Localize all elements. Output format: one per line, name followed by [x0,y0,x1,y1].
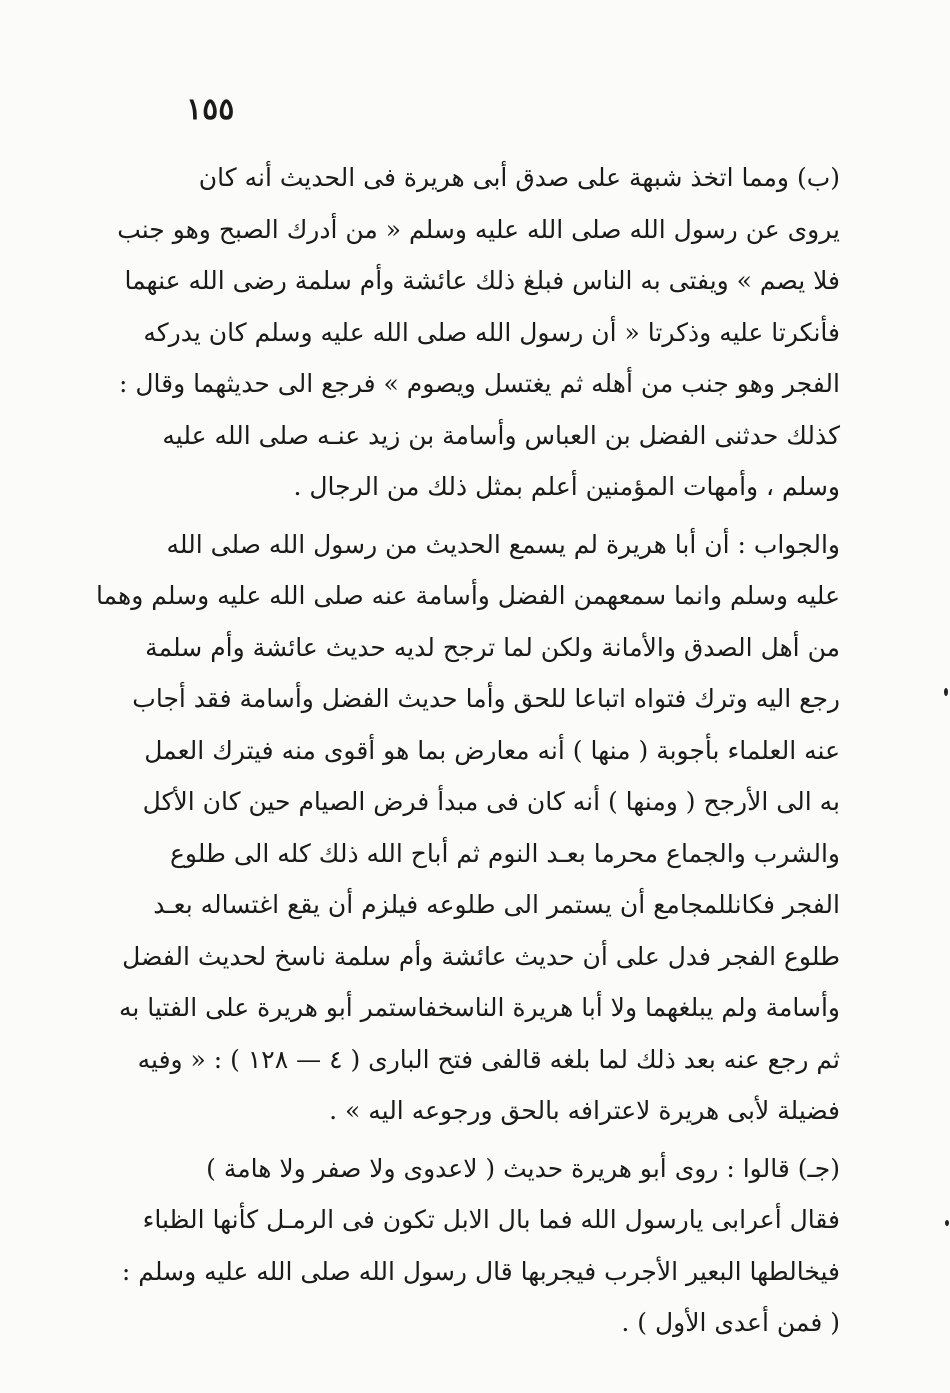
text-line: (ب) ومما اتخذ شبهة على صدق أبى هريرة فى الحديث أنه كان [198,163,840,192]
scan-speck [945,1220,949,1226]
paragraph-b [117,152,840,513]
text-line: عنه العلماء بأجوبة ( منها ) أنه معارض بما هو أقوى منه فيترك العمل [144,735,840,765]
text-line: فأنكرتا عليه وذكرتا « أن رسول الله صلى الله عليه وسلم كان يدركه [143,317,840,347]
paragraph-j [121,1143,840,1349]
text-line: الفجر وهو جنب من أهله ثم يغتسل ويصوم » فرجع الى حديثهما وقال : [119,369,840,398]
text-line: كذلك حدثنى الفضل بن العباس وأسامة بن زيد عنـه صلى الله عليه [162,420,840,450]
page-number: ١٥٥ [186,92,235,127]
text-line: وأسامة ولم يبلغهما ولا أبا هريرة الناسخفاستمر أبو هريرة على الفتيا به [119,993,840,1022]
text-line: من أهل الصدق والأمانة ولكن لما ترجح لديه حديث عائشة وأم سلمة [145,632,840,662]
text-line: طلوع الفجر فدل على أن حديث عائشة وأم سلمة ناسخ لحديث الفضل [122,941,840,971]
text-line: والجواب : أن أبا هريرة لم يسمع الحديث من رسول الله صلى الله [166,529,840,559]
text-line: يروى عن رسول الله صلى الله عليه وسلم « من أدرك الصبح وهو جنب [117,214,840,244]
text-line: فيخالطها البعير الأجرب فيجربها قال رسول الله صلى الله عليه وسلم : [121,1256,840,1286]
text-line: به الى الأرجح ( ومنها ) أنه كان فى مبدأ فرض الصيام حين كان الأكل [142,787,840,816]
text-line: رجع اليه وترك فتواه اتباعا للحق وأما حديث الفضل وأسامة فقد أجاب [132,684,840,713]
text-line: ( فمن أعدى الأول ) . [621,1308,840,1337]
text-line: ثم رجع عنه بعد ذلك لما بلغه قالفى فتح البارى ( ٤ — ١٢٨ ) : « وفيه [137,1044,840,1074]
text-line: فلا يصم » ويفتى به الناس فبلغ ذلك عائشة وأم سلمة رضى الله عنهما [124,266,840,295]
text-line: والشرب والجماع محرما بعـد النوم ثم أباح الله ذلك كله الى طلوع [169,838,840,868]
text-line: فقال أعرابى يارسول الله فما بال الابل تكون فى الرمـل كأنها الظباء [142,1205,840,1234]
text-line: وسلم ، وأمهات المؤمنين أعلم بمثل ذلك من الرجال . [293,472,840,501]
paragraph-answer [95,519,840,1137]
text-line: فضيلة لأبى هريرة لاعترافه بالحق ورجوعه اليه » . [329,1096,840,1125]
text-line: عليه وسلم وانما سمعهمن الفضل وأسامة عنه صلى الله عليه وسلم وهما [95,581,840,610]
scan-speck [944,688,948,696]
body-text [95,152,840,1355]
text-line: الفجر فكانللمجامع أن يستمر الى طلوعه فيلزم أن يقع اغتساله بعـد [153,890,840,919]
text-line: (جـ) قالوا : روى أبو هريرة حديث ( لاعدوى ولا صفر ولا هامة ) [206,1153,840,1183]
